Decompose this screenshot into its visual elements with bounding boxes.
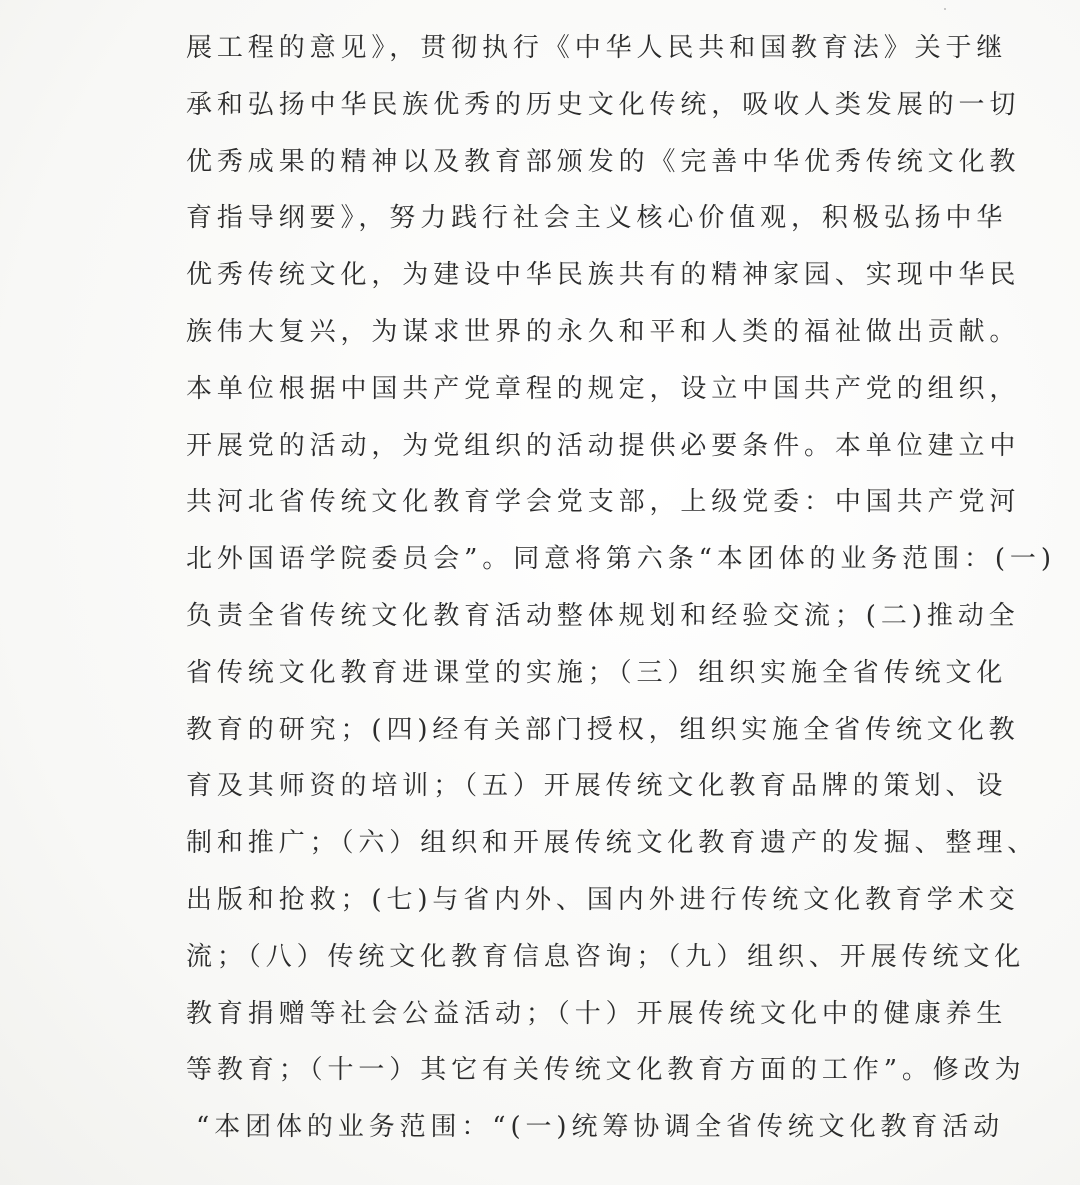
document-body-text (186, 20, 1056, 1156)
text-line: 省传统文化教育进课堂的实施；（三）组织实施全省传统文化 (186, 657, 1008, 688)
text-line: 制和推广；（六）组织和开展传统文化教育遗产的发掘、整理、 (186, 828, 1039, 859)
text-line: 等教育；（十一）其它有关传统文化教育方面的工作”。修改为 (186, 1055, 1026, 1086)
text-line: 出版和抢救；(七)与省内外、国内外进行传统文化教育学术交 (186, 884, 1020, 915)
text-line: 教育捐赠等社会公益活动；（十）开展传统文化中的健康养生 (186, 998, 1008, 1029)
text-line: 展工程的意见》，贯彻执行《中华人民共和国教育法》关于继 (186, 33, 1008, 63)
text-line: 优秀成果的精神以及教育部颁发的《完善中华优秀传统文化教 (186, 146, 1021, 177)
text-line: 共河北省传统文化教育学会党支部，上级党委：中国共产党河 (186, 487, 1021, 518)
text-line: 育指导纲要》，努力践行社会主义核心价值观，积极弘扬中华 (186, 203, 1008, 234)
text-line: 族伟大复兴，为谋求世界的永久和平和人类的福祉做出贡献。 (186, 316, 1021, 347)
text-line: 北外国语学院委员会”。同意将第六条“本团体的业务范围：(一) (186, 544, 1056, 575)
text-line: “本团体的业务范围：“(一)统筹协调全省传统文化教育活动 (196, 1112, 1005, 1143)
text-line: 承和弘扬中华民族优秀的历史文化传统，吸收人类发展的一切 (186, 89, 1021, 120)
text-line: 教育的研究；(四)经有关部门授权，组织实施全省传统文化教 (186, 714, 1020, 745)
text-line: 流；（八）传统文化教育信息咨询；（九）组织、开展传统文化 (186, 941, 1026, 972)
text-line: 育及其师资的培训；（五）开展传统文化教育品牌的策划、设 (186, 771, 1008, 802)
scan-speck (944, 8, 946, 10)
text-line: 本单位根据中国共产党章程的规定，设立中国共产党的组织， (186, 373, 1021, 404)
text-line: 开展党的活动，为党组织的活动提供必要条件。本单位建立中 (186, 430, 1021, 461)
text-line: 负责全省传统文化教育活动整体规划和经验交流；(二)推动全 (186, 600, 1020, 631)
text-line: 优秀传统文化，为建设中华民族共有的精神家园、实现中华民 (186, 260, 1021, 291)
